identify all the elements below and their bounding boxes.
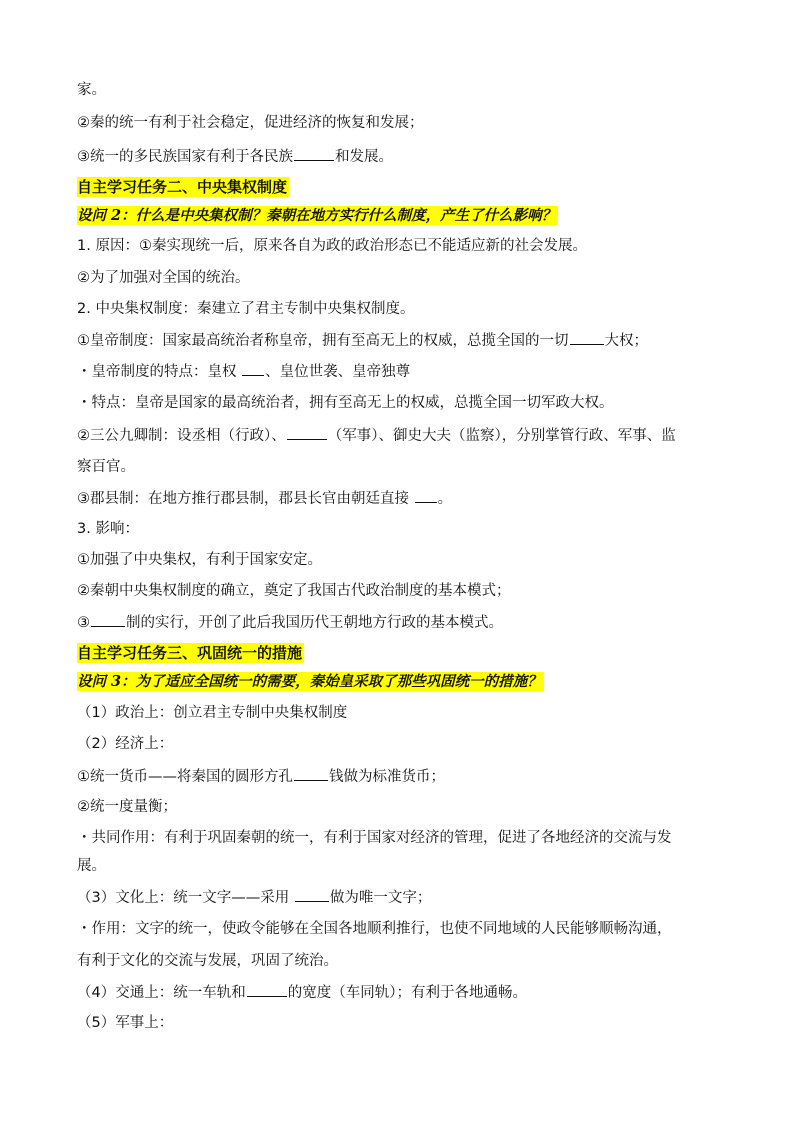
text-line: ・作用：文字的统一，使政令能够在全国各地顺利推行，也使不同地域的人民能够顺畅沟通， [77, 921, 672, 937]
text-line: （5）军事上： [77, 1015, 174, 1031]
text-line: ③ 制的实行，开创了此后我国历代王朝地方行政的基本模式。 [77, 612, 503, 633]
text-line: 1. 原因：①秦实现统一后，原来各自为政的政治形态已不能适应新的社会发展。 [77, 238, 587, 254]
text-line: ②秦朝中央集权制度的确立，奠定了我国古代政治制度的基本模式； [77, 583, 511, 599]
text-line: （3）文化上：统一文字——采用 做为唯一文字； [77, 887, 431, 908]
fill-blank[interactable] [91, 612, 125, 627]
text-line: ・共同作用：有利于巩固秦朝的统一，有利于国家对经济的管理，促进了各地经济的交流与发 [77, 830, 672, 846]
fill-blank[interactable] [294, 146, 334, 161]
text-line: ②三公九卿制：设丞相（行政）、 （军事）、御史大夫（监察），分别掌管行政、军事、监 [77, 425, 676, 446]
text-line: 家。 [77, 82, 106, 98]
fill-blank[interactable] [247, 982, 287, 997]
text-line: ②为了加强对全国的统治。 [77, 270, 250, 286]
fill-blank[interactable] [570, 330, 604, 345]
text-line: ①皇帝制度：国家最高统治者称皇帝，拥有至高无上的权威，总揽全国的一切 大权； [77, 330, 648, 351]
text-line: ①统一货币——将秦国的圆形方孔 钱做为标准货币； [77, 766, 445, 787]
text-line: ②秦的统一有利于社会稳定，促进经济的恢复和发展； [77, 115, 424, 131]
fill-blank[interactable] [294, 766, 328, 781]
text-line: ②统一度量衡； [77, 799, 177, 815]
text-line: 3. 影响： [77, 521, 139, 537]
text-line: 有利于文化的交流与发展，巩固了统治。 [77, 953, 338, 969]
fill-blank[interactable] [295, 887, 329, 902]
section-heading-task2: 自主学习任务二、中央集权制度 [77, 178, 288, 196]
text-line: 2. 中央集权制度：秦建立了君主专制中央集权制度。 [77, 301, 415, 317]
text-line: ・皇帝制度的特点：皇权 、皇位世袭、皇帝独尊 [77, 361, 410, 382]
text-line: 展。 [77, 858, 106, 874]
text-line: ③统一的多民族国家有利于各民族 和发展。 [77, 146, 393, 167]
fill-blank[interactable] [415, 488, 437, 503]
text-line: （2）经济上： [77, 736, 174, 752]
text-line: 察百官。 [77, 459, 135, 475]
fill-blank[interactable] [287, 425, 327, 440]
text-line: ①加强了中央集权，有利于国家安定。 [77, 552, 322, 568]
text-line: （4）交通上：统一车轨和 的宽度（车同轨）；有利于各地通畅。 [77, 982, 527, 1003]
text-line: ③郡县制：在地方推行郡县制，郡县长官由朝廷直接 。 [77, 488, 452, 509]
question-2: 设问 2：什么是中央集权制？秦朝在地方实行什么制度，产生了什么影响？ [77, 207, 557, 224]
text-line: （1）政治上：创立君主专制中央集权制度 [77, 705, 348, 721]
question-3: 设问 3：为了适应全国统一的需要，秦始皇采取了那些巩固统一的措施？ [77, 673, 542, 690]
fill-blank[interactable] [242, 361, 264, 376]
text-line: ・特点：皇帝是国家的最高统治者，拥有至高无上的权威，总揽全国一切军政大权。 [77, 395, 614, 411]
section-heading-task3: 自主学习任务三、巩固统一的措施 [77, 644, 303, 662]
